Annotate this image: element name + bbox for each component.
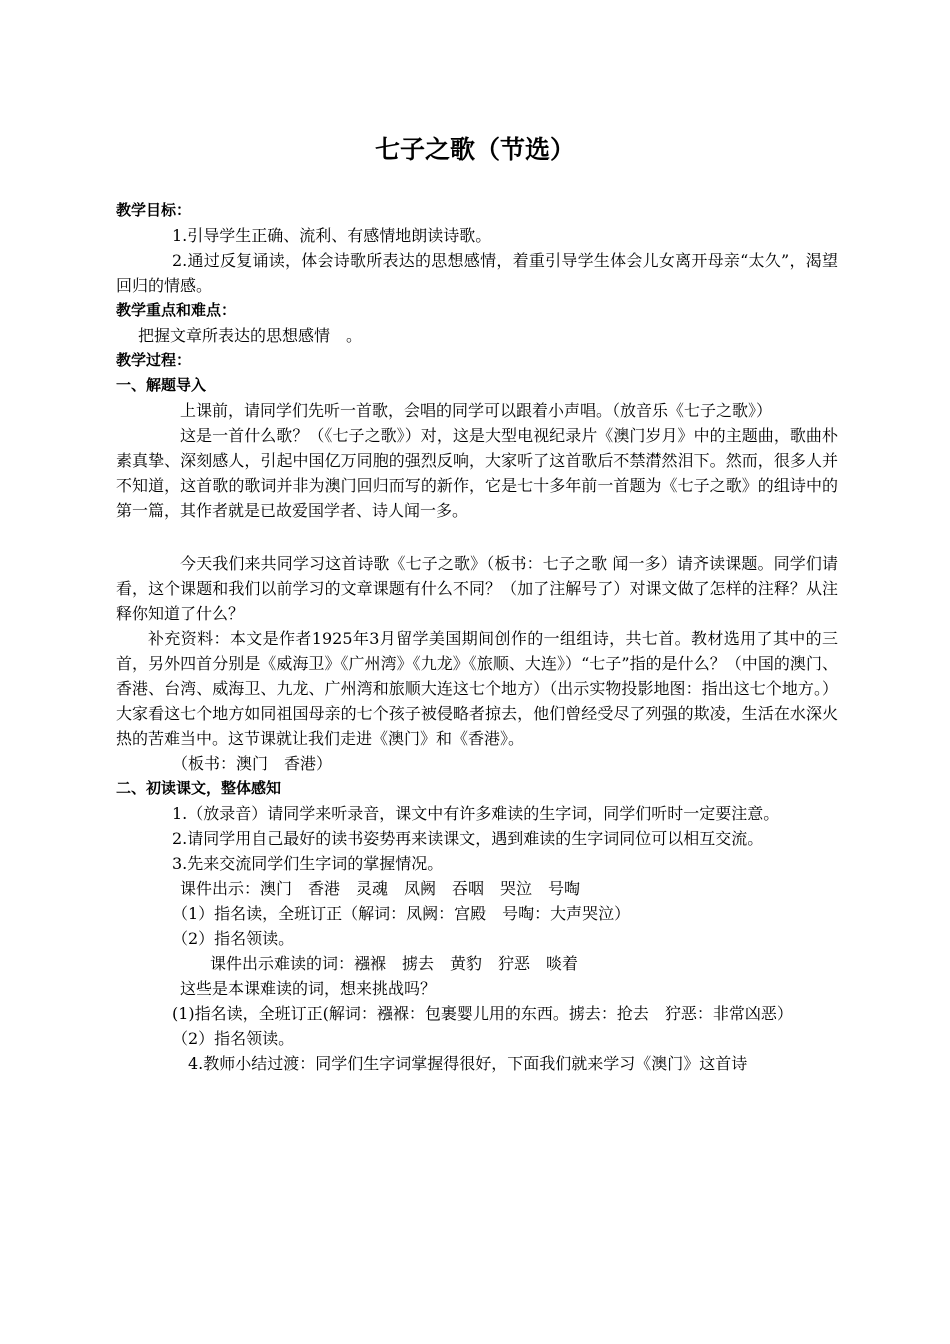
section-heading: 教学过程： [116,351,192,369]
paragraph: 4.教师小结过渡：同学们生字词掌握得很好，下面我们就来学习《澳门》这首诗 [188,1054,748,1073]
paragraph: 课件出示难读的词：襁褓 掳去 黄豹 狞恶 啖着 [210,954,579,973]
paragraph: 1.引导学生正确、流利、有感情地朗读诗歌。 [172,226,492,245]
paragraph: (1)指名读，全班订正(解词：襁褓：包裹婴儿用的东西。掳去：抢去 狞恶：非常凶恶） [172,1004,793,1023]
paragraph: 把握文章所表达的思想感情 。 [138,326,363,345]
paragraph: （1）指名读，全班订正（解词：凤阙：宫殿 号啕：大声哭泣） [172,904,631,923]
paragraph: 2.通过反复诵读，体会诗歌所表达的思想感情，着重引导学生体会儿女离开母亲“太久”，渴望回归的情感。 [116,251,838,295]
paragraph: （2）指名领读。 [172,1029,295,1048]
paragraph: （2）指名领读。 [172,929,295,948]
document-body [116,198,838,1076]
paragraph-gap [116,523,838,551]
section-heading: 一、解题导入 [116,376,207,394]
paragraph: 今天我们来共同学习这首诗歌《七子之歌》（板书：七子之歌 闻一多）请齐读课题。同学们请看，这个课题和我们以前学习的文章课题有什么不同？（加了注解号了）对课文做了怎样的注释？从注释你知道了什么？ [116,554,838,623]
section-heading: 教学目标： [116,201,192,219]
paragraph: 2.请同学用自己最好的读书姿势再来读课文，遇到难读的生字词同位可以相互交流。 [172,829,764,848]
paragraph: 3.先来交流同学们生字词的掌握情况。 [172,854,444,873]
paragraph: （板书：澳门 香港） [172,754,333,773]
paragraph: 这是一首什么歌？（《七子之歌》）对，这是大型电视纪录片《澳门岁月》中的主题曲，歌曲朴素真挚、深刻感人，引起中国亿万同胞的强烈反响，大家听了这首歌后不禁潸然泪下。然而，很多人并不知道，这首歌的歌词并非为澳门回归而写的新作，它是七十多年前一首题为《七子之歌》的组诗中的第一篇，其作者就是已故爱国学者、诗人闻一多。 [116,426,838,520]
paragraph: 这些是本课难读的词，想来挑战吗？ [180,979,437,998]
section-heading: 二、初读课文，整体感知 [116,779,282,797]
paragraph: 课件出示：澳门 香港 灵魂 凤阙 吞咽 哭泣 号啕 [180,879,581,898]
section-heading: 教学重点和难点： [116,301,237,319]
paragraph: 补充资料：本文是作者1925年3月留学美国期间创作的一组组诗，共七首。教材选用了其中的三首，另外四首分别是《威海卫》《广州湾》《九龙》《旅顺、大连》）“七子”指的是什么？（中国的澳门、香港、台湾、威海卫、九龙、广州湾和旅顺大连这七个地方）（出示实物投影地图：指出这七个地方。）大家看这七个地方如同祖国母亲的七个孩子被侵略者掠去，他们曾经受尽了列强的欺凌，生活在水深火热的苦难当中。这节课就让我们走进《澳门》和《香港》。 [116,629,838,748]
page-title: 七子之歌（节选） [374,135,575,164]
paragraph: 1.（放录音）请同学来听录音，课文中有许多难读的生字词，同学们听时一定要注意。 [172,804,780,823]
paragraph: 上课前，请同学们先听一首歌，会唱的同学可以跟着小声唱。（放音乐《七子之歌》） [180,401,773,420]
